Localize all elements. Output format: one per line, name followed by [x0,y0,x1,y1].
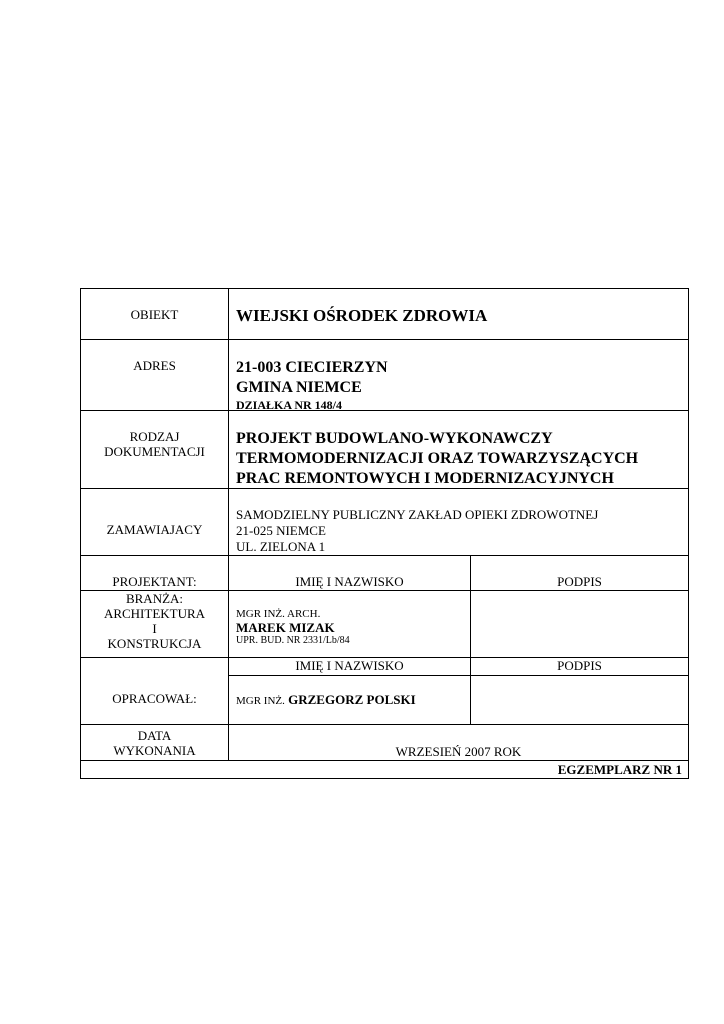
label-rodzaj [81,411,229,488]
label-projektant [81,556,229,590]
egzemplarz-label: EGZEMPLARZ NR 1 [557,762,682,777]
rodzaj-line3: PRAC REMONTOWYCH I MODERNIZACYJNYCH [236,470,614,487]
label-zamawiajacy [81,489,229,555]
branza-license: UPR. BUD. NR 2331/Lb/84 [236,635,350,646]
row-adres [81,340,688,411]
label-branza-line1: BRANŻA: [125,591,184,606]
obiekt-value-text: WIEJSKI OŚRODEK ZDROWIA [236,306,488,325]
label-rodzaj-line1: RODZAJ [129,429,180,444]
label-data-line2: WYKONANIA [113,743,196,758]
row-zamawiajacy [81,489,688,556]
label-adres-text: ADRES [133,358,176,373]
branza-sign-cell [471,591,688,657]
adres-line2: GMINA NIEMCE [236,379,362,396]
row-data [81,725,688,761]
row-obiekt [81,289,688,340]
label-branza-line2: ARCHITEKTURA [103,606,206,621]
label-branza [81,591,229,657]
opracowal-person [229,676,470,708]
branza-name-cell [229,591,471,657]
row-branza [81,591,688,658]
label-adres [81,340,229,410]
value-adres [229,340,688,410]
label-data-line1: DATA [137,728,172,743]
label-rodzaj-line2: DOKUMENTACJI [104,444,205,459]
value-zamawiajacy [229,489,688,555]
branza-title: MGR INŻ. ARCH. [236,608,321,620]
projektant-col-name: IMIĘ I NAZWISKO [229,556,471,590]
opracowal-name: GRZEGORZ POLSKI [288,692,416,707]
adres-line3: DZIAŁKA NR 148/4 [236,398,343,412]
adres-line1: 21-003 CIECIERZYN [236,359,388,376]
label-data [81,725,229,760]
label-obiekt [81,289,229,339]
value-obiekt [229,289,688,339]
branza-name: MAREK MIZAK [236,620,335,635]
row-opracowal [81,658,688,725]
opracowal-title: MGR INŻ. [236,695,285,707]
opracowal-col-name: IMIĘ I NAZWISKO [229,658,470,676]
label-opracowal-text: OPRACOWAŁ: [112,691,197,706]
zamawiajacy-line2: 21-025 NIEMCE [236,523,326,538]
zamawiajacy-line1: SAMODZIELNY PUBLICZNY ZAKŁAD OPIEKI ZDROWOTNEJ [236,507,599,522]
opracowal-sign-col [471,658,688,724]
zamawiajacy-line3: UL. ZIELONA 1 [236,539,326,554]
label-branza-line3: I [152,621,157,636]
rodzaj-line2: TERMOMODERNIZACJI ORAZ TOWARZYSZĄCYCH [236,450,639,467]
opracowal-col-sign: PODPIS [471,658,688,676]
title-block-table [80,288,689,779]
label-opracowal [81,658,229,724]
label-obiekt-text: OBIEKT [130,307,179,322]
row-projektant [81,556,688,591]
value-rodzaj [229,411,688,488]
label-branza-line4: KONSTRUKCJA [107,636,202,651]
label-projektant-text: PROJEKTANT: [112,574,197,589]
projektant-col-sign: PODPIS [557,574,602,589]
row-rodzaj [81,411,688,489]
label-zamawiajacy-text: ZAMAWIAJACY [106,522,203,537]
data-value: WRZESIEŃ 2007 ROK [395,744,522,759]
opracowal-name-col [229,658,471,724]
rodzaj-line1: PROJEKT BUDOWLANO-WYKONAWCZY [236,430,553,447]
